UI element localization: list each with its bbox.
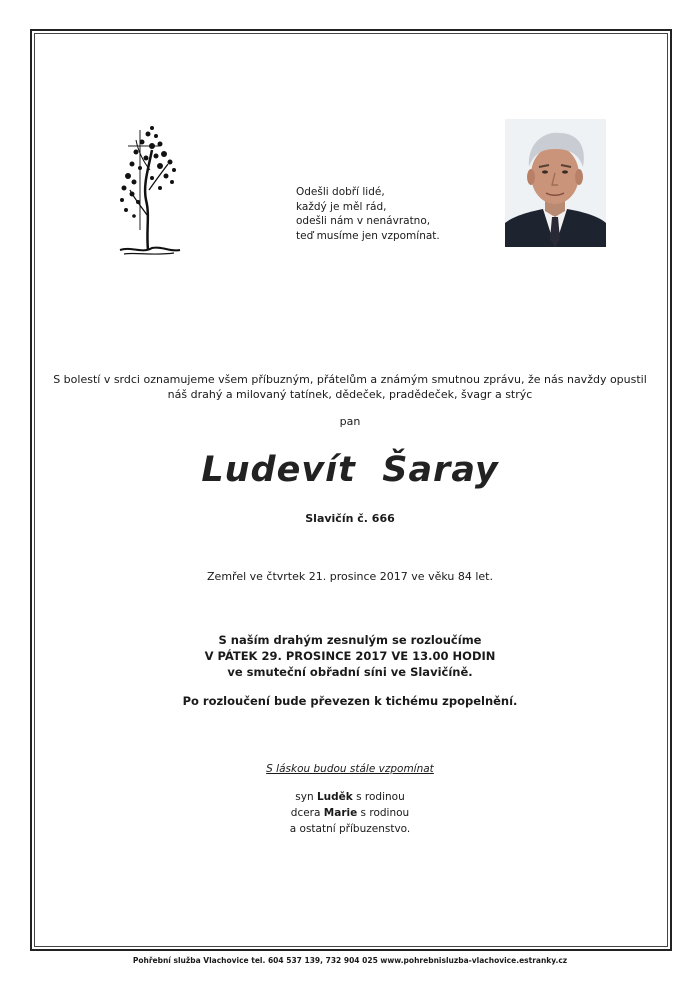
- portrait-photo: [505, 119, 606, 247]
- poem-line: každý je měl rád,: [296, 200, 387, 213]
- poem-line: Odešli dobří lidé,: [296, 186, 385, 198]
- ceremony-line: ve smuteční obřadní síni ve Slavičíně.: [227, 665, 473, 679]
- poem: [296, 185, 440, 243]
- announcement-line: náš drahý a milovaný tatínek, dědeček, pradědeček, švagr a strýc: [167, 388, 533, 401]
- family-member: syn Luděk s rodinou: [295, 791, 405, 803]
- ceremony-info: [40, 632, 660, 680]
- deceased-name: Ludevít Šaray: [201, 450, 499, 490]
- love-line: S láskou budou stále vzpomínat: [266, 763, 434, 775]
- ceremony-line: V PÁTEK 29. PROSINCE 2017 VE 13.00 HODIN: [204, 649, 496, 663]
- honorific: pan: [339, 415, 361, 428]
- family-member: dcera Marie s rodinou: [290, 807, 410, 819]
- transfer-notice: Po rozloučení bude převezen k tichému zpopelnění.: [182, 694, 518, 708]
- announcement-text: [40, 372, 660, 402]
- family-member: a ostatní příbuzenstvo.: [289, 823, 411, 835]
- address: Slavičín č. 666: [305, 512, 395, 525]
- family-list: [40, 789, 660, 837]
- footer-contact: Pohřební služba Vlachovice tel. 604 537 139, 732 904 025 www.pohrebnisluzba-vlachovice.estranky.cz: [132, 956, 568, 965]
- poem-line: odešli nám v nenávratno,: [296, 215, 431, 227]
- death-notice: Zemřel ve čtvrtek 21. prosince 2017 ve věku 84 let.: [207, 570, 493, 583]
- announcement-line: S bolestí v srdci oznamujeme všem příbuzným, přátelům a známým smutnou zprávu, že nás navždy opustil: [53, 373, 647, 386]
- poem-line: teď musíme jen vzpomínat.: [296, 229, 440, 242]
- ceremony-line: S naším drahým zesnulým se rozloučíme: [218, 633, 482, 647]
- tree-with-cross-icon: [112, 120, 184, 258]
